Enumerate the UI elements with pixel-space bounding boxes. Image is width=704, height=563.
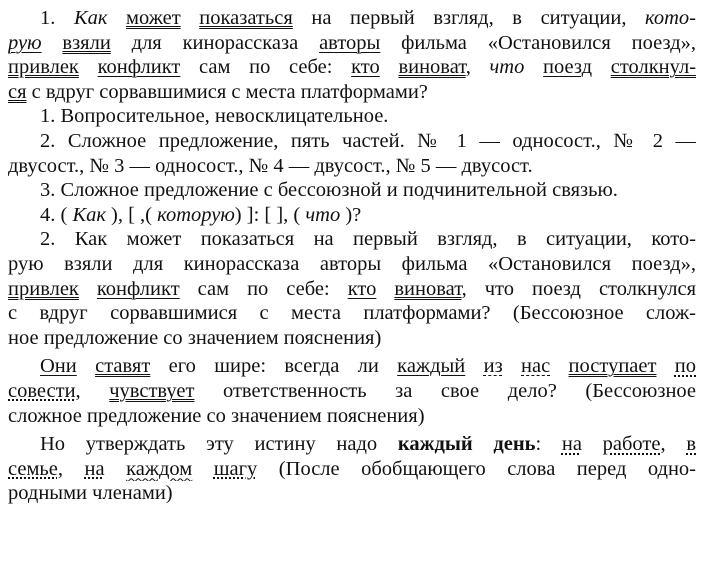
- subject-kto: кто: [347, 277, 377, 300]
- word-ruyu: рую: [8, 31, 42, 54]
- p4-line-1: Но утверждать эту истину надо каждый день: на работе, в: [40, 433, 696, 456]
- word-kak: Как: [73, 7, 108, 29]
- subject-poezd: поезд: [543, 56, 593, 79]
- predicate-mozhet: может: [126, 7, 181, 29]
- p2-line-4: с вдруг сорвавшимися с места платформами? (Бессоюзное слож-: [8, 302, 696, 325]
- predicate-sya: ся: [8, 80, 27, 103]
- p1-line-4: [8, 80, 696, 105]
- word-na: на: [561, 433, 582, 456]
- word-chto: что: [489, 56, 525, 79]
- predicate-vinovat: виноват: [394, 277, 462, 300]
- scheme-kotoruyu: которую: [157, 203, 235, 226]
- p1-line-1: [8, 6, 696, 31]
- p1-text: фильма «Остановился поезд»,: [380, 31, 696, 54]
- p2-line-1: 2. Как может показаться на первый взгляд, в ситуации, кото-: [40, 228, 696, 251]
- word-sovesti: совести: [8, 379, 76, 402]
- word-po: по: [674, 355, 696, 378]
- predicate-vinovat: виноват: [398, 56, 466, 79]
- analysis-1: 1. Вопросительное, невосклицательное.: [40, 105, 389, 128]
- p2-line-2: рую взяли для кинорассказа авторы фильма «Остановился поезд»,: [8, 252, 696, 275]
- p3-line-3: сложное предложение со значением пояснения): [8, 404, 425, 427]
- p1-text: сам по себе:: [180, 56, 352, 79]
- p3-line-1: Они ставят его шире: всегда ли каждый из нас поступает по: [40, 355, 696, 378]
- p1-line-3: привлек конфликт сам по себе: кто виноват, что поезд столкнул-: [8, 56, 696, 79]
- predicate-postupaet: поступает: [568, 355, 657, 378]
- analysis-2a: 2. Сложное предложение, пять частей. № 1 — односост., № 2 —: [40, 129, 696, 152]
- word-kazhdom: каждом: [126, 457, 193, 480]
- word-rabote: работе: [602, 433, 661, 456]
- p1-text: на первый взгляд, в ситуации,: [292, 7, 646, 29]
- predicate-stavyat: ставят: [95, 355, 151, 378]
- word-iz: из: [483, 355, 503, 378]
- subject-oni: Они: [40, 355, 77, 378]
- word-v: в: [686, 433, 696, 456]
- p1-line-2: [8, 31, 696, 56]
- p1-text: с вдруг сорвавшимися с места платформами?: [26, 80, 428, 103]
- subject-avtory: авторы: [319, 31, 381, 54]
- word-seme: семье: [8, 457, 58, 480]
- p4-line-3: родными членами): [8, 482, 173, 505]
- subject-konflikt: конфликт: [96, 277, 180, 300]
- predicate-privlek: привлек: [8, 277, 79, 300]
- subject-kto: кто: [351, 56, 380, 79]
- word-shagu: шагу: [213, 457, 258, 480]
- p2-line-3: привлек конфликт сам по себе: кто виноват, что поезд столкнулся: [8, 277, 696, 300]
- number-1: 1.: [40, 7, 74, 29]
- p1-text: для кинорассказа: [110, 31, 320, 54]
- analysis-2b: двусост., № 3 — односост., № 4 — двусост., № 5 — двусост.: [8, 154, 533, 177]
- predicate-vzyali: взяли: [62, 31, 111, 54]
- analysis-4-scheme: 4. ( Как ), [ ,( которую) ]: [ ], ( что )?: [40, 203, 362, 226]
- p3-line-2: совести, чувствует ответственность за свое дело? (Бессоюзное: [8, 379, 696, 402]
- scheme-kak: Как: [72, 203, 106, 226]
- subject-kazhdyi: каждый: [397, 355, 466, 378]
- predicate-pokazatsya: показаться: [199, 7, 293, 29]
- predicate-chuvstvuet: чувствует: [109, 379, 195, 402]
- predicate-privlek: привлек: [8, 56, 79, 79]
- predicate-stolknul: столкнул-: [610, 56, 696, 79]
- scheme-chto: что: [305, 203, 341, 226]
- word-kotoruyu: кото-: [645, 7, 696, 29]
- word-nas: нас: [521, 355, 551, 378]
- subject-konflikt: конфликт: [97, 56, 181, 79]
- analysis-3: 3. Сложное предложение с бессоюзной и подчинительной связью.: [40, 179, 618, 202]
- generalizing-word: каждый день: [397, 433, 536, 456]
- word-na: на: [84, 457, 105, 480]
- p2-line-5: ное предложение со значением пояснения): [8, 326, 382, 349]
- p4-line-2: семье, на каждом шагу (После обобщающего слова перед одно-: [8, 457, 696, 480]
